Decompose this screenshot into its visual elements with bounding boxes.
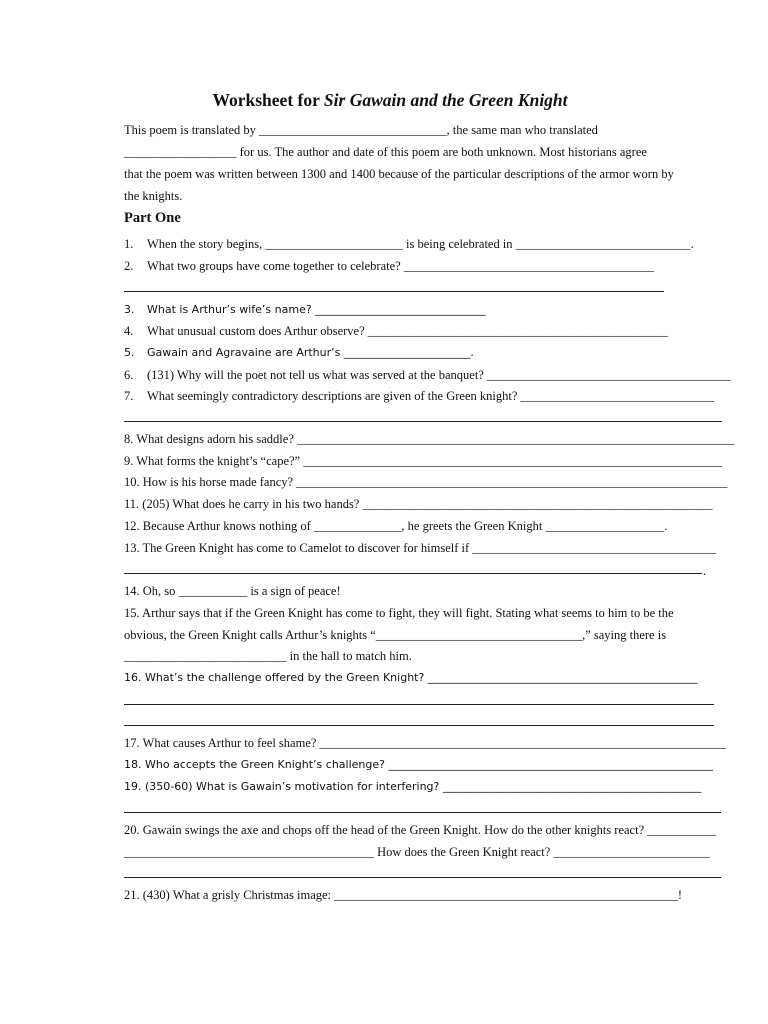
answer-line (124, 725, 714, 726)
title-poem-name: Sir Gawain and the Green Knight (323, 90, 568, 110)
question-8: 8. What designs adorn his saddle? ______________________________________________________________________ (124, 432, 735, 446)
answer-line (124, 704, 714, 705)
intro-paragraph (124, 119, 674, 207)
question-9: 9. What forms the knight’s “cape?” ___________________________________________________________________ (124, 454, 722, 468)
title-prefix: Worksheet for (212, 90, 324, 110)
question-5: 5. Gawain and Agravaine are Arthur’s _______________________. (124, 346, 474, 359)
question-3: 3. What is Arthur’s wife’s name? _______________________________ (124, 303, 486, 316)
question-7: 7. What seemingly contradictory descriptions are given of the Green knight? _______________________________ (124, 389, 715, 403)
part-one-heading: Part One (124, 210, 181, 226)
question-2: 2. What two groups have come together to celebrate? ________________________________________ (124, 259, 654, 273)
question-15-end: __________________________ in the hall to match him. (124, 649, 412, 663)
question-14: 14. Oh, so ___________ is a sign of peace! (124, 584, 341, 598)
question-18: 18. Who accepts the Green Knight’s challenge? ___________________________________________________________ (124, 758, 713, 771)
question-21: 21. (430) What a grisly Christmas image: _______________________________________________________! (124, 888, 683, 902)
question-6: 6. (131) Why will the poet not tell us what was served at the banquet? _______________________________________ (124, 368, 731, 382)
line-end-period: . (703, 564, 707, 578)
question-13: 13. The Green Knight has come to Camelot to discover for himself if _______________________________________ (124, 541, 717, 555)
question-1: 1. When the story begins, ______________________ is being celebrated in ____________________________. (124, 237, 694, 251)
question-10: 10. How is his horse made fancy? _____________________________________________________________________ (124, 475, 728, 489)
answer-line (124, 877, 721, 878)
question-19: 19. (350-60) What is Gawain’s motivation for interfering? _______________________________________________ (124, 780, 702, 793)
intro-line-3: that the poem was written between 1300 and 1400 because of the particular descriptions of the armor worn by (124, 167, 674, 181)
question-20-cont: ________________________________________ How does the Green Knight react? _________________________ (124, 845, 710, 859)
answer-line (124, 573, 702, 574)
question-15-cont: obvious, the Green Knight calls Arthur’s knights “_________________________________,” saying there is (124, 628, 667, 642)
question-11: 11. (205) What does he carry in his two hands? ________________________________________________________ (124, 497, 713, 511)
question-4: 4. What unusual custom does Arthur observe? ________________________________________________ (124, 324, 668, 338)
answer-line (124, 291, 664, 292)
intro-line-4: the knights. (124, 189, 183, 203)
question-20: 20. Gawain swings the axe and chops off the head of the Green Knight. How do the other knights react? ___________ (124, 823, 716, 837)
question-17: 17. What causes Arthur to feel shame? _________________________________________________________________ (124, 736, 726, 750)
question-15: 15. Arthur says that if the Green Knight has come to fight, they will fight. Stating what seems to him to be the (124, 606, 674, 620)
answer-line (124, 421, 722, 422)
worksheet-title (0, 90, 768, 111)
intro-line-2: __________________ for us. The author and date of this poem are both unknown. Most historians agree (124, 145, 647, 159)
question-12: 12. Because Arthur knows nothing of ______________, he greets the Green Knight ___________________. (124, 519, 668, 533)
intro-line-1: This poem is translated by ______________________________, the same man who translated (124, 123, 598, 137)
question-16: 16. What’s the challenge offered by the Green Knight? _________________________________________________ (124, 671, 698, 684)
answer-line (124, 812, 721, 813)
